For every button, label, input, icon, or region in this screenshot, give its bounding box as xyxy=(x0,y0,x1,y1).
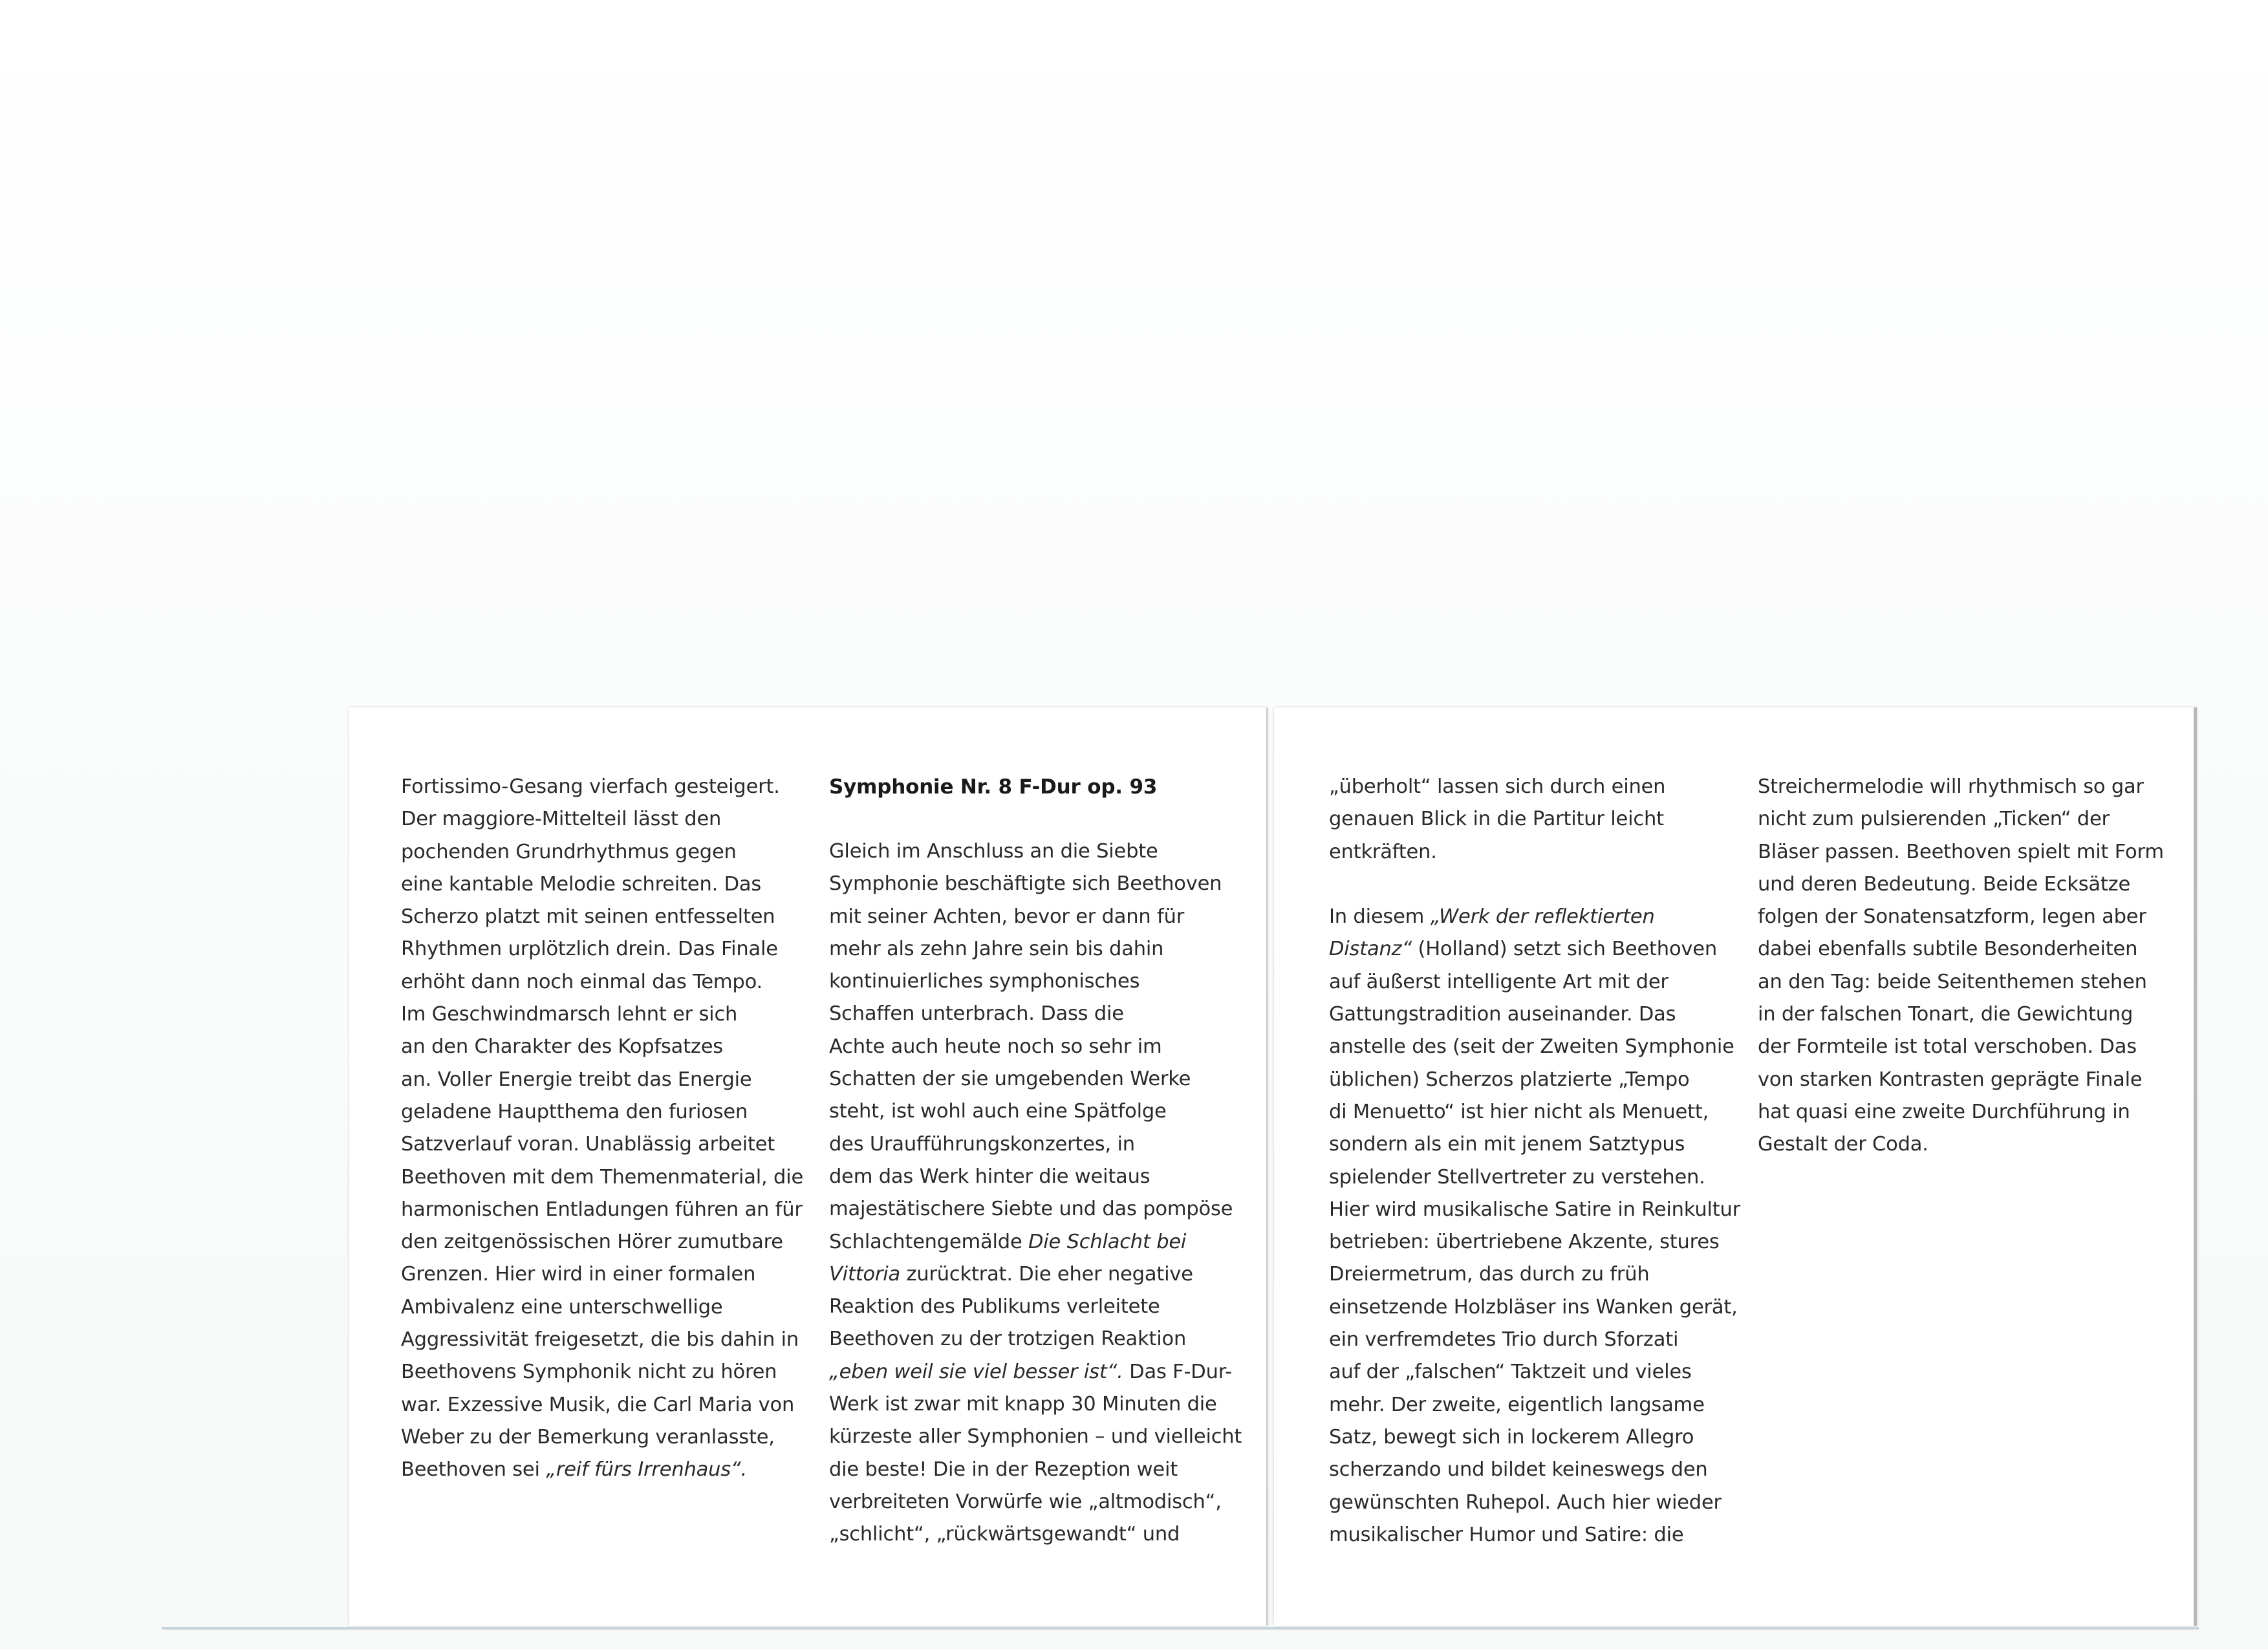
text-line: Grenzen. Hier wird in einer formalen xyxy=(401,1263,756,1286)
text-line: Ambivalenz eine unterschwellige xyxy=(401,1295,723,1319)
text-line: in der falschen Tonart, die Gewichtung xyxy=(1758,1003,2133,1026)
text-line: Im Geschwindmarsch lehnt er sich xyxy=(401,1003,738,1026)
text-line: Achte auch heute noch so sehr im xyxy=(829,1035,1162,1058)
text-line: geladene Hauptthema den furiosen xyxy=(401,1100,748,1123)
text-line: erhöht dann noch einmal das Tempo. xyxy=(401,970,763,993)
section-heading: Symphonie Nr. 8 F-Dur op. 93 xyxy=(829,775,1158,799)
text-line: an den Tag: beide Seitenthemen stehen xyxy=(1758,970,2147,993)
text-run: Schlachtengemälde xyxy=(829,1230,1028,1253)
text-line: der Formteile ist total verschoben. Das xyxy=(1758,1035,2137,1059)
text-line: Symphonie beschäftigte sich Beethoven xyxy=(829,872,1222,896)
text-line: den zeitgenössischen Hörer zumutbare xyxy=(401,1231,783,1254)
text-run: Das F-Dur- xyxy=(1123,1360,1232,1383)
text-line: Weber zu der Bemerkung veranlasste, xyxy=(401,1425,775,1449)
text-line: Der maggiore-Mittelteil lässt den xyxy=(401,808,722,831)
text-run: (Holland) setzt sich Beethoven xyxy=(1412,938,1717,961)
text-line: kürzeste aller Symphonien – und vielleicht xyxy=(829,1425,1242,1449)
text-line: Beethoven zu der trotzigen Reaktion xyxy=(829,1328,1187,1351)
text-line: Gestalt der Coda. xyxy=(1758,1133,1928,1156)
work-title-part: Die Schlacht bei xyxy=(1028,1230,1187,1253)
paragraph-gap xyxy=(1329,868,1743,901)
text-line: Reaktion des Publikums verleitete xyxy=(829,1295,1160,1319)
text-line: harmonischen Entladungen führen an für xyxy=(401,1198,803,1221)
text-line: Schatten der sie umgebenden Werke xyxy=(829,1068,1191,1091)
text-run: In diesem xyxy=(1329,905,1431,929)
text-line: Bläser passen. Beethoven spielt mit Form xyxy=(1758,840,2164,863)
text-line: Dreiermetrum, das durch zu früh xyxy=(1329,1263,1650,1286)
text-line: einsetzende Holzbläser ins Wanken gerät, xyxy=(1329,1295,1738,1319)
text-line: folgen der Sonatensatzform, legen aber xyxy=(1758,905,2146,929)
text-line: eine kantable Melodie schreiten. Das xyxy=(401,872,762,896)
text-run: Beethoven sei xyxy=(401,1458,546,1482)
text-line: gewünschten Ruhepol. Auch hier wieder xyxy=(1329,1491,1722,1514)
quote-besser: „eben weil sie viel besser ist“. xyxy=(829,1360,1123,1383)
text-line: mehr als zehn Jahre sein bis dahin xyxy=(829,937,1164,960)
quote-distanz-part: „Werk der reflektierten xyxy=(1430,905,1655,929)
quote-distanz-part: Distanz“ xyxy=(1329,938,1412,961)
text-line: Schaffen unterbrach. Dass die xyxy=(829,1002,1124,1026)
text-line: mehr. Der zweite, eigentlich langsame xyxy=(1329,1393,1705,1416)
text-line: majestätischere Siebte und das pompöse xyxy=(829,1198,1233,1221)
text-line: dem das Werk hinter die weitaus xyxy=(829,1165,1150,1188)
text-line: kontinuierliches symphonisches xyxy=(829,970,1140,993)
text-line: Beethoven mit dem Themenmaterial, die xyxy=(401,1165,804,1189)
text-line: Hier wird musikalische Satire in Reinkultur xyxy=(1329,1198,1740,1221)
text-line: und deren Bedeutung. Beide Ecksätze xyxy=(1758,872,2131,896)
text-line: di Menuetto“ ist hier nicht als Menuett, xyxy=(1329,1100,1709,1123)
text-line: Gleich im Anschluss an die Siebte xyxy=(829,840,1158,863)
text-line: Aggressivität freigesetzt, die bis dahin in xyxy=(401,1328,799,1352)
text-line: „überholt“ lassen sich durch einen xyxy=(1329,775,1666,798)
text-line: musikalischer Humor und Satire: die xyxy=(1329,1523,1684,1546)
text-line: „schlicht“, „rückwärtsgewandt“ und xyxy=(829,1523,1180,1546)
text-line: mit seiner Achten, bevor er dann für xyxy=(829,905,1185,928)
text-line: auf äußerst intelligente Art mit der xyxy=(1329,970,1669,993)
text-line: verbreiteten Vorwürfe wie „altmodisch“, xyxy=(829,1490,1222,1513)
work-title-part: Vittoria xyxy=(829,1262,901,1286)
text-column-2 xyxy=(829,771,1243,1551)
text-line: Rhythmen urplötzlich drein. Das Finale xyxy=(401,938,778,961)
text-line: war. Exzessive Musik, die Carl Maria von xyxy=(401,1393,795,1416)
text-line: nicht zum pulsierenden „Ticken“ der xyxy=(1758,808,2110,831)
text-line: Scherzo platzt mit seinen entfesselten xyxy=(401,905,775,929)
text-line: die beste! Die in der Rezeption weit xyxy=(829,1458,1178,1481)
quote-irrenhaus: „reif fürs Irrenhaus“. xyxy=(546,1458,747,1482)
text-line: Satzverlauf voran. Unablässig arbeitet xyxy=(401,1133,775,1156)
text-line: auf der „falschen“ Taktzeit und vieles xyxy=(1329,1361,1692,1384)
text-line xyxy=(829,1356,1243,1388)
text-column-4 xyxy=(1758,771,2172,1161)
text-line: dabei ebenfalls subtile Besonderheiten xyxy=(1758,938,2138,961)
text-line: Satz, bewegt sich in lockerem Allegro xyxy=(1329,1425,1694,1449)
text-line: an den Charakter des Kopfsatzes xyxy=(401,1035,723,1059)
text-line: genauen Blick in die Partitur leicht xyxy=(1329,808,1664,831)
text-line: pochenden Grundrhythmus gegen xyxy=(401,840,737,863)
text-line: entkräften. xyxy=(1329,840,1437,863)
text-line: anstelle des (seit der Zweiten Symphonie xyxy=(1329,1035,1734,1059)
text-line: ein verfremdetes Trio durch Sforzati xyxy=(1329,1328,1679,1352)
text-line: von starken Kontrasten geprägte Finale xyxy=(1758,1068,2143,1091)
text-line: scherzando und bildet keineswegs den xyxy=(1329,1458,1708,1482)
text-line: Fortissimo-Gesang vierfach gesteigert. xyxy=(401,775,780,798)
text-column-1 xyxy=(401,771,815,1487)
text-line xyxy=(1329,933,1743,965)
text-line: steht, ist wohl auch eine Spätfolge xyxy=(829,1100,1167,1123)
text-line: Beethovens Symphonik nicht zu hören xyxy=(401,1361,777,1384)
text-line: Werk ist zwar mit knapp 30 Minuten die xyxy=(829,1393,1217,1416)
text-line: Streichermelodie will rhythmisch so gar xyxy=(1758,775,2144,798)
text-line: des Uraufführungskonzertes, in xyxy=(829,1132,1135,1156)
scan-bottom-edge xyxy=(162,1627,2199,1630)
text-line xyxy=(829,1258,1243,1291)
text-column-3 xyxy=(1329,771,1743,1551)
text-line: Gattungstradition auseinander. Das xyxy=(1329,1003,1676,1026)
text-line xyxy=(401,1454,815,1486)
text-line: hat quasi eine zweite Durchführung in xyxy=(1758,1100,2130,1123)
text-line xyxy=(1329,901,1743,933)
text-line: an. Voller Energie treibt das Energie xyxy=(401,1068,752,1091)
text-line: spielender Stellvertreter zu verstehen. xyxy=(1329,1165,1705,1189)
text-line xyxy=(829,1226,1243,1258)
text-run: zurücktrat. Die eher negative xyxy=(900,1262,1193,1286)
text-line: üblichen) Scherzos platzierte „Tempo xyxy=(1329,1068,1690,1091)
text-line: betrieben: übertriebene Akzente, stures xyxy=(1329,1231,1720,1254)
text-line: sondern als ein mit jenem Satztypus xyxy=(1329,1133,1685,1156)
